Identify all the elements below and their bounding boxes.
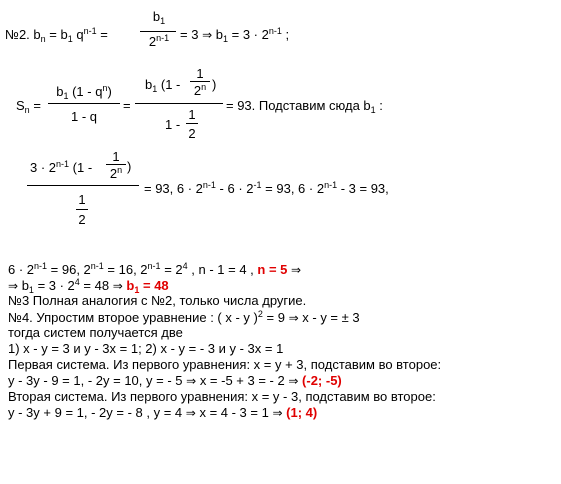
problem2-line1 [5,27,108,44]
sn2-num-b: b [145,77,153,92]
line3-den-den: 2 [78,212,86,227]
line3-tail-b: - 6 · 2 [219,181,254,196]
eq-b: = b [49,27,68,42]
bn-var: b [33,27,41,42]
b1-eq-sub: 1 [222,34,228,44]
sn-label [16,99,41,115]
q-var: q [76,27,84,42]
sn-sub: n [24,105,30,115]
implies-icon: ⇒ [185,406,196,420]
n-equals-5-answer: n = 5 [257,262,288,277]
sn-tail-sub: 1 [370,105,376,115]
implies-icon: ⇒ [288,311,299,325]
line3-inner-den: 2 [109,166,118,181]
line3-den-num: 1 [78,192,86,207]
line3-tail-pow1: n-1 [202,180,216,190]
problem4-line2: тогда систем получается две [8,325,183,340]
line4-a: 6 · 2 [8,262,35,277]
line3-tail-c: = 93, 6 · 2 [265,181,325,196]
problem4-line5 [8,374,342,387]
p4-line5-a: y - 3y - 9 = 1, - 2y = 10, y = - 5 [8,373,183,388]
frac-num: b [152,9,161,24]
line4 [8,262,301,276]
problem4-line1 [8,310,360,324]
semicolon: ; [285,27,290,42]
line3-tail-pow2: -1 [253,180,262,190]
bn-sub: n [40,34,46,44]
line3-close-paren: ) [127,159,132,174]
problem4-line3: 1) x - y = 3 и y - 3x = 1; 2) x - y = - 3 и y - 3x = 1 [8,341,284,356]
line3-inner-frac [106,150,126,180]
sn2-den-frac [186,108,198,140]
line4-e: , n - 1 = 4 , [191,262,254,277]
line4-pow4: 4 [182,261,188,271]
sn-num-sub: 1 [63,91,69,101]
line3-inner-bar [106,164,126,165]
line3-num-text: 3 · 2 [30,160,57,175]
sn2-den-left-text: 1 - [165,117,181,132]
line3-main-bar [27,185,139,186]
line3-inner-num: 1 [112,149,120,164]
line5-48: = 48 [83,278,110,293]
line4-pow3: n-1 [147,261,161,271]
p4-line1-c: x - y = ± 3 [302,310,360,325]
line3-num-rest: (1 - [72,160,93,175]
sn-eq: = [33,98,41,113]
sn-var: S [16,98,25,113]
sn2-inner-bar [190,81,210,82]
frac-den-pow: n-1 [156,33,170,43]
b1-red-var: b [126,278,135,293]
line4-b: = 96, 2 [50,262,91,277]
line4-d: = 2 [164,262,183,277]
sn-num-rest: (1 - q [72,84,103,99]
sn2-den-den: 2 [188,126,196,141]
problem2-label: №2. [5,27,30,42]
p4-line5-b: x = -5 + 3 = - 2 [199,373,285,388]
sn2-den-left [165,118,180,131]
line4-pow2: n-1 [90,261,104,271]
first-system-answer: (-2; -5) [302,373,342,388]
p4-line7-b: x = 4 - 3 = 1 [199,405,269,420]
p4-line1-b: = 9 [266,310,285,325]
p4-line1-a: №4. Упростим второе уравнение : ( x - y ) [8,310,258,325]
problem3-text: №3 Полная аналогия с №2, только числа другие. [8,293,307,308]
line3-num [30,160,92,174]
fraction-b1-over-2pow [140,10,178,48]
eq-3: = 3 [180,27,199,42]
sn2-den-num: 1 [188,107,196,122]
sn-num-close: ) [107,84,112,99]
line4-c: = 16, 2 [107,262,148,277]
sn-eq2-sign: = [123,98,131,113]
line5-eq: = 3 · 2 [37,278,75,293]
line3-tail-pow3: n-1 [324,180,338,190]
sn2-num-rest: (1 - [160,77,181,92]
p4-line1-pow: 2 [257,309,263,319]
sn2-inner-den: 2 [193,83,202,98]
b1-red-sub: 1 [134,285,140,295]
line4-pow1: n-1 [34,261,48,271]
sn-fraction2-num [145,78,180,94]
line3-tail-d: - 3 = 93, [340,181,389,196]
implies-icon: ⇒ [272,406,283,420]
line3-tail-a: = 93, 6 · 2 [144,181,203,196]
eq-sign: = [100,27,108,42]
sn2-close-paren: ) [212,77,217,92]
line5-sub: 1 [28,285,34,295]
sn2-inner-num: 1 [196,66,204,81]
sn-tail-text: = 93. Подставим сюда b [226,98,371,113]
problem4-line4: Первая система. Из первого уравнения: x = y + 3, подставим во второе: [8,357,442,372]
implies-icon: ⇒ [291,263,302,277]
line5-b: b [21,278,29,293]
line3-tail [144,181,389,195]
line3-den-bar [76,209,88,210]
sn2-den-bar [186,123,198,124]
line5-pow: 4 [74,277,80,287]
sn-tail-colon: : [379,98,383,113]
sn2-inner-frac [190,67,210,97]
sn-fraction1-bar [48,103,120,104]
sn2-close [212,78,216,91]
problem4-line6: Вторая система. Из первого уравнения: x = y - 3, подставим во второе: [8,389,436,404]
second-system-answer: (1; 4) [286,405,318,420]
problem2-line1-tail [180,27,289,44]
line3-close [127,160,131,173]
sn-eq2 [123,99,131,112]
frac-num-sub: 1 [160,16,166,26]
b1-var: b [215,27,223,42]
b1-eq-rest: = 3 · 2 [231,27,269,42]
implies-icon: ⇒ [8,279,19,293]
line3-inner-den-pow: n [117,165,123,175]
sn2-inner-den-pow: n [201,82,207,92]
sn-num-b: b [56,84,64,99]
b1-sub: 1 [67,34,73,44]
b1-eq-pow: n-1 [268,26,282,36]
sn-num-pow: n [102,83,108,93]
implies-icon: ⇒ [202,28,213,42]
line3-num-pow: n-1 [56,159,70,169]
p4-line7-a: y - 3y + 9 = 1, - 2y = - 8 , y = 4 [8,405,183,420]
implies-icon: ⇒ [288,374,299,388]
implies-icon: ⇒ [112,279,123,293]
q-pow: n-1 [83,26,97,36]
problem4-line7 [8,406,317,419]
frac-den: 2 [148,34,157,49]
implies-icon: ⇒ [186,374,197,388]
b1-equals-48-answer [126,278,168,293]
sn-tail [226,99,383,115]
sn-fraction2-bar [135,103,223,104]
b1-red-rest: = 48 [143,278,169,293]
sn2-num-sub: 1 [152,84,158,94]
sn-den: 1 - q [70,109,97,124]
fraction-bar [140,31,176,32]
